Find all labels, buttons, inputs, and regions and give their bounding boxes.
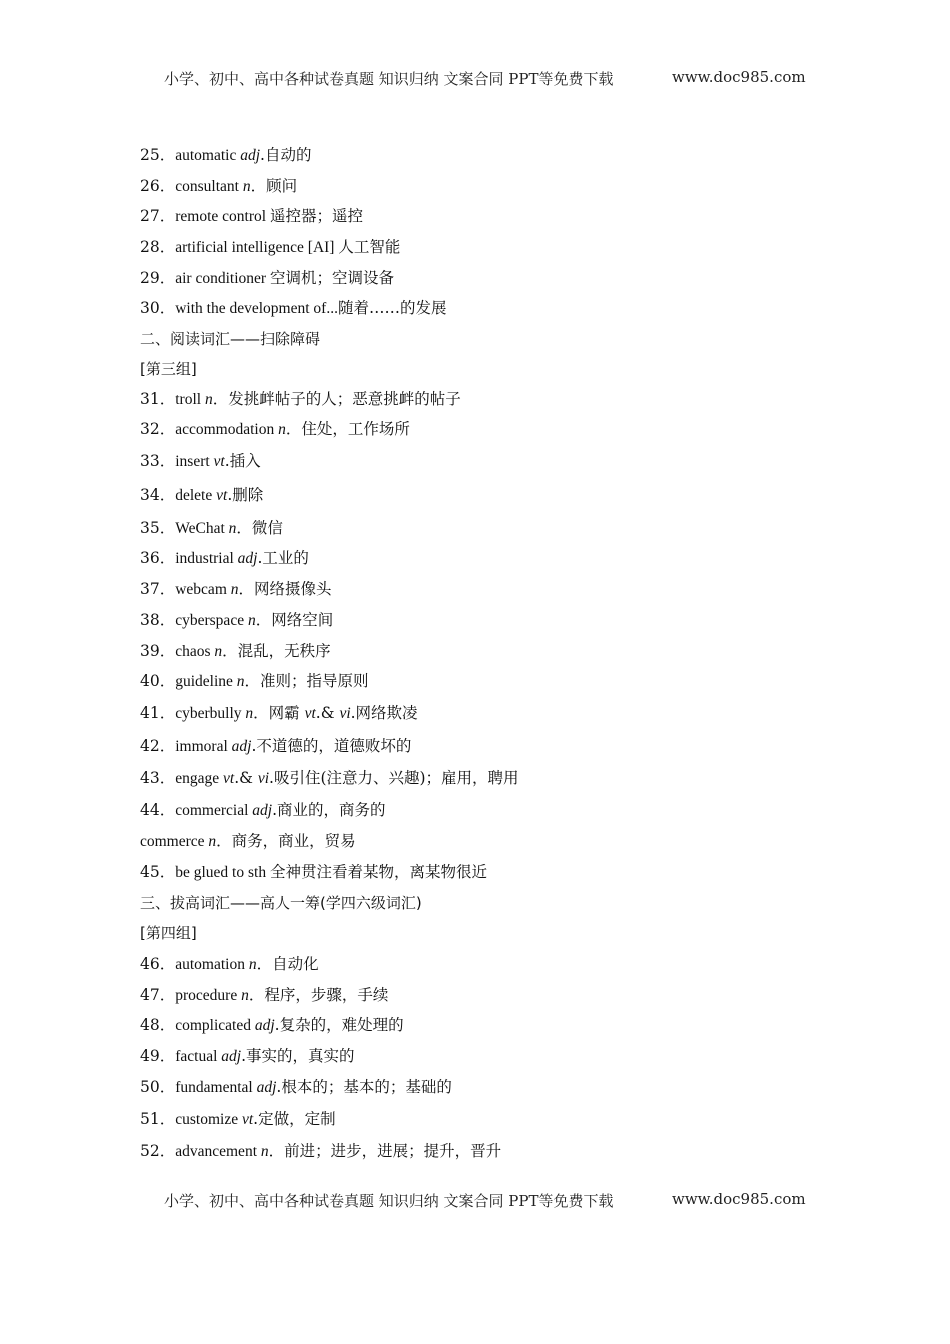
item-number: 41． bbox=[140, 704, 176, 722]
vocab-item bbox=[140, 831, 356, 852]
part-of-speech: vt bbox=[213, 453, 225, 470]
vocab-item bbox=[140, 1077, 452, 1098]
meaning: .吸引住(注意力、兴趣)；雇用，聘用 bbox=[269, 769, 519, 787]
part-of-speech: adj bbox=[231, 738, 252, 755]
part-of-speech: adj bbox=[221, 1048, 242, 1065]
item-number: 42． bbox=[140, 737, 176, 755]
item-number: 36． bbox=[140, 549, 176, 567]
part-of-speech: n bbox=[241, 987, 249, 1004]
part-of-speech: n bbox=[230, 581, 239, 598]
item-number: 25． bbox=[140, 146, 176, 164]
heading-text: 三、拔高词汇——高人一筹(学四六级词汇) bbox=[140, 894, 422, 912]
vocab-item bbox=[140, 1109, 336, 1130]
part-of-speech: n bbox=[214, 643, 223, 660]
vocab-word: guideline bbox=[175, 673, 237, 690]
meaning: .根本的；基本的；基础的 bbox=[276, 1078, 452, 1096]
item-number: 44． bbox=[140, 801, 176, 819]
vocab-item bbox=[140, 206, 363, 227]
vocab-item bbox=[140, 862, 487, 883]
meaning: 随着……的发展 bbox=[337, 299, 447, 317]
item-number: 26． bbox=[140, 177, 176, 195]
meaning: ．发挑衅帖子的人；恶意挑衅的帖子 bbox=[212, 390, 461, 408]
vocab-word: fundamental bbox=[175, 1079, 257, 1096]
heading-text: 二、阅读词汇——扫除障碍 bbox=[140, 330, 321, 348]
vocab-word: procedure bbox=[175, 987, 242, 1004]
part-of-speech: n bbox=[248, 956, 257, 973]
heading-text: [第三组] bbox=[140, 360, 197, 378]
meaning: .插入 bbox=[224, 452, 261, 470]
meaning: ．程序，步骤，手续 bbox=[248, 986, 389, 1004]
item-number: 33． bbox=[140, 452, 176, 470]
vocab-word: cyberbully bbox=[175, 705, 246, 722]
section-heading bbox=[140, 923, 197, 943]
vocab-item bbox=[140, 579, 332, 600]
item-number: 32． bbox=[140, 420, 176, 438]
section-heading bbox=[140, 359, 197, 379]
vocab-item bbox=[140, 610, 333, 631]
vocab-word: advancement bbox=[175, 1143, 261, 1160]
vocab-word: immoral bbox=[175, 738, 232, 755]
vocab-item bbox=[140, 298, 446, 319]
vocab-word: cyberspace bbox=[175, 612, 248, 629]
meaning: .自动的 bbox=[260, 146, 312, 164]
vocab-item bbox=[140, 768, 519, 789]
meaning: ．网霸 bbox=[253, 704, 305, 722]
part-of-speech: n bbox=[242, 178, 251, 195]
meaning: .事实的，真实的 bbox=[241, 1047, 355, 1065]
part-of-speech: vt bbox=[223, 770, 235, 787]
separator: .& bbox=[315, 704, 340, 722]
item-number: 29． bbox=[140, 269, 176, 287]
part-of-speech: n bbox=[204, 391, 213, 408]
vocab-word: chaos bbox=[175, 643, 215, 660]
meaning: .& bbox=[234, 769, 258, 787]
item-number: 40． bbox=[140, 672, 176, 690]
vocab-item bbox=[140, 268, 394, 289]
item-number: 49． bbox=[140, 1047, 176, 1065]
vocab-item bbox=[140, 1015, 404, 1036]
meaning: ．网络空间 bbox=[255, 611, 334, 629]
meaning: .复杂的，难处理的 bbox=[274, 1016, 404, 1034]
vocab-word: customize bbox=[175, 1111, 242, 1128]
vocab-item bbox=[140, 736, 411, 757]
vocab-item bbox=[140, 1141, 501, 1162]
vocab-word: commercial bbox=[175, 802, 253, 819]
part-of-speech: vi bbox=[257, 770, 270, 787]
part-of-speech: vt bbox=[304, 705, 316, 722]
vocab-word: air conditioner bbox=[175, 270, 270, 287]
vocab-item bbox=[140, 800, 386, 821]
item-number: 48． bbox=[140, 1016, 176, 1034]
item-number: 27． bbox=[140, 207, 176, 225]
vocab-word: complicated bbox=[175, 1017, 255, 1034]
part-of-speech: vi bbox=[339, 705, 351, 722]
footer-url[interactable]: www.doc985.com bbox=[672, 1190, 806, 1208]
meaning: 遥控器；遥控 bbox=[269, 207, 363, 225]
vocab-item bbox=[140, 548, 309, 569]
vocab-item bbox=[140, 451, 261, 472]
vocab-word: artificial intelligence [AI] bbox=[175, 239, 339, 256]
vocab-item bbox=[140, 389, 461, 410]
part-of-speech: adj bbox=[240, 147, 261, 164]
vocab-item bbox=[140, 419, 410, 440]
part-of-speech: n bbox=[278, 421, 286, 438]
vocab-word: automation bbox=[175, 956, 249, 973]
vocab-item bbox=[140, 176, 297, 197]
item-number: 45． bbox=[140, 863, 176, 881]
item-number: 51． bbox=[140, 1110, 176, 1128]
item-number: 31． bbox=[140, 390, 176, 408]
vocab-word: with the development of... bbox=[175, 300, 338, 317]
item-number: 50． bbox=[140, 1078, 176, 1096]
item-number: 34． bbox=[140, 486, 176, 504]
part-of-speech: adj bbox=[252, 802, 273, 819]
meaning: ．微信 bbox=[236, 519, 283, 537]
vocab-word: insert bbox=[175, 453, 214, 470]
part-of-speech: n bbox=[247, 612, 256, 629]
meaning: ．前进；进步，进展；提升，晋升 bbox=[268, 1142, 502, 1160]
vocab-word: delete bbox=[175, 487, 217, 504]
part-of-speech: adj bbox=[237, 550, 258, 567]
part-of-speech: n bbox=[260, 1143, 269, 1160]
vocab-word: WeChat bbox=[175, 520, 229, 537]
meaning: .删除 bbox=[227, 486, 264, 504]
meaning: 全神贯注看着某物，离某物很近 bbox=[269, 863, 487, 881]
meaning: .工业的 bbox=[257, 549, 309, 567]
vocab-item bbox=[140, 641, 331, 662]
vocab-word: troll bbox=[175, 391, 205, 408]
footer-text: 小学、初中、高中各种试卷真题 知识归纳 文案合同 PPT等免费下载 bbox=[164, 1192, 614, 1210]
vocab-word: be glued to sth bbox=[175, 864, 270, 881]
meaning: ．准则；指导原则 bbox=[244, 672, 369, 690]
header-url[interactable]: www.doc985.com bbox=[672, 68, 806, 86]
vocab-word: engage bbox=[175, 770, 223, 787]
vocab-word: webcam bbox=[175, 581, 231, 598]
meaning: 空调机；空调设备 bbox=[269, 269, 394, 287]
section-heading bbox=[140, 329, 320, 349]
vocab-item bbox=[140, 703, 418, 724]
vocab-item bbox=[140, 145, 311, 166]
part-of-speech: vt bbox=[216, 487, 228, 504]
vocab-item bbox=[140, 485, 263, 506]
part-of-speech: vt bbox=[241, 1111, 254, 1128]
part-of-speech: n bbox=[245, 705, 254, 722]
vocab-word: automatic bbox=[175, 147, 241, 164]
item-number: 38． bbox=[140, 611, 176, 629]
item-number: 35． bbox=[140, 519, 176, 537]
meaning: .网络欺凌 bbox=[350, 704, 418, 722]
item-number: 46． bbox=[140, 955, 176, 973]
item-number: 28． bbox=[140, 238, 176, 256]
part-of-speech: n bbox=[236, 673, 245, 690]
vocab-item bbox=[140, 518, 283, 539]
meaning: .不道德的，道德败坏的 bbox=[251, 737, 412, 755]
item-number: 47． bbox=[140, 986, 176, 1004]
part-of-speech: adj bbox=[254, 1017, 275, 1034]
meaning: 人工智能 bbox=[338, 238, 401, 256]
meaning: ．顾问 bbox=[250, 177, 298, 195]
vocab-word: remote control bbox=[175, 208, 270, 225]
vocab-item bbox=[140, 671, 369, 692]
vocab-item bbox=[140, 1046, 355, 1067]
part-of-speech: n bbox=[228, 520, 237, 537]
meaning: .定做，定制 bbox=[253, 1110, 336, 1128]
item-number: 39． bbox=[140, 642, 176, 660]
meaning: .商业的，商务的 bbox=[272, 801, 386, 819]
vocab-word: industrial bbox=[175, 550, 238, 567]
heading-text: [第四组] bbox=[140, 924, 197, 942]
meaning: ．自动化 bbox=[256, 955, 319, 973]
meaning: ．住处，工作场所 bbox=[285, 420, 410, 438]
section-heading bbox=[140, 893, 422, 913]
meaning: ．商务，商业，贸易 bbox=[216, 832, 356, 850]
vocab-word: commerce bbox=[140, 833, 209, 850]
vocab-item bbox=[140, 237, 400, 258]
header-text: 小学、初中、高中各种试卷真题 知识归纳 文案合同 PPT等免费下载 bbox=[164, 70, 614, 88]
item-number: 30． bbox=[140, 299, 176, 317]
item-number: 52． bbox=[140, 1142, 176, 1160]
item-number: 43． bbox=[140, 769, 176, 787]
part-of-speech: n bbox=[208, 833, 217, 850]
vocab-word: consultant bbox=[175, 178, 243, 195]
vocab-item bbox=[140, 954, 319, 975]
item-number: 37． bbox=[140, 580, 176, 598]
vocab-word: accommodation bbox=[175, 421, 279, 438]
vocab-item bbox=[140, 985, 388, 1006]
vocab-word: factual bbox=[175, 1048, 222, 1065]
meaning: ．网络摄像头 bbox=[238, 580, 332, 598]
part-of-speech: adj bbox=[256, 1079, 277, 1096]
meaning: ．混乱，无秩序 bbox=[222, 642, 331, 660]
